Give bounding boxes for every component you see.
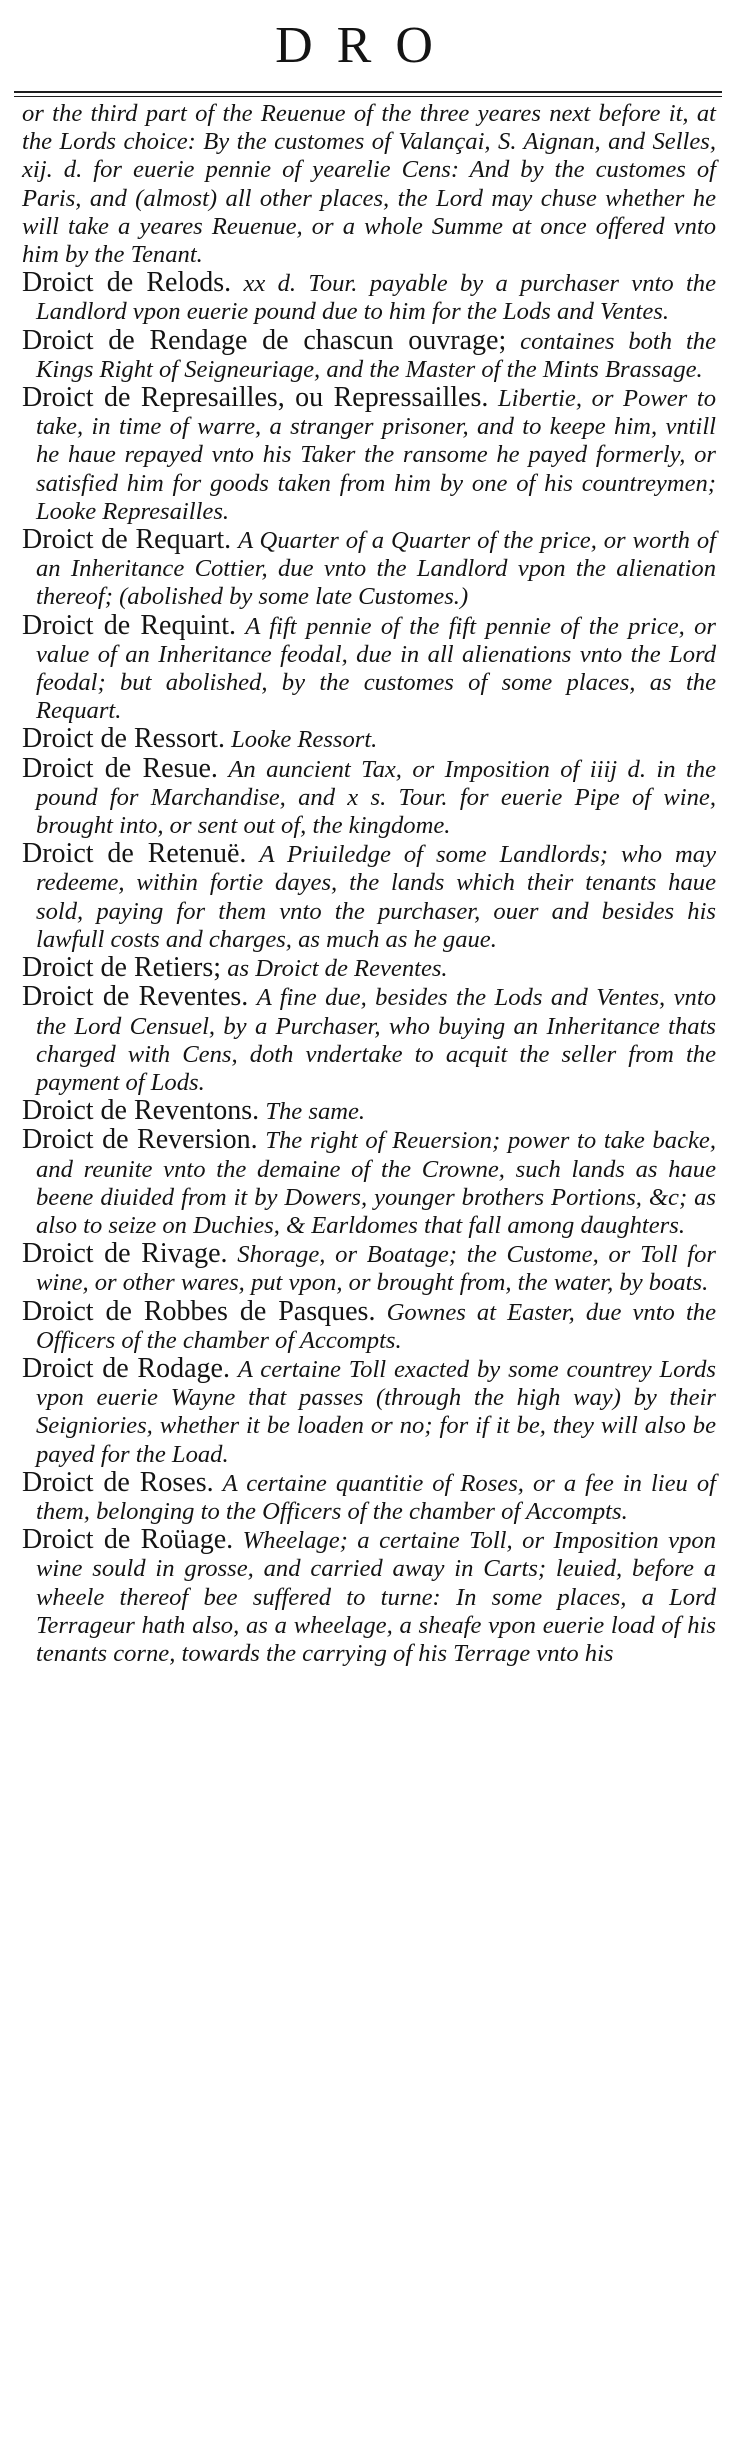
running-head: DRO xyxy=(275,17,457,74)
dictionary-entry xyxy=(22,526,716,612)
dictionary-entry xyxy=(22,1126,716,1240)
dictionary-entry xyxy=(22,1352,716,1469)
dictionary-column xyxy=(22,100,716,1668)
dictionary-entry xyxy=(22,983,716,1097)
dictionary-entry xyxy=(22,725,716,754)
dictionary-entry xyxy=(22,1466,717,1526)
entry-headword: Droict de Rodage. xyxy=(22,1352,230,1384)
entry-definition: A certaine quantitie of Roses, or a fee in lieu of them, belonging to the Officers of the chamber of Accompts. xyxy=(36,1469,717,1525)
entry-definition: Libertie, or Power to take, in time of warre, a stranger prisoner, and to keepe him, vntill he haue repayed vnto his Taker the ransome he payed formerly, or satisfied him for goods taken from him by one of his countreymen; Looke Represailles. xyxy=(36,385,716,525)
entry-definition: A fine due, besides the Lods and Ventes, vnto the Lord Censuel, by a Purchaser, who buying an Inheritance thats charged with Cens, doth vndertake to acquit the seller from the payment of Lods. xyxy=(36,984,716,1096)
entry-headword: Droict de Retiers; xyxy=(22,952,222,984)
entry-definition: A Quarter of a Quarter of the price, or worth of an Inheritance Cottier, due vnto the Landlord vpon the alienation thereof; (abolished by some late Customes.) xyxy=(36,527,716,611)
header-rule xyxy=(14,91,722,93)
continued-entry-text: or the third part of the Reuenue of the three yeares next before it, at the Lords choice: By the customes of Valançai, S. Aignan, and Selles, xij. d. for euerie pennie of yearelie Cens: And by the customes of Paris, and (almost) all other places, the Lord may chuse whether he will take a yeares Reuenue, or a whole Summe at once offered vnto him by the Tenant. xyxy=(22,100,716,269)
continued-entry xyxy=(22,100,716,269)
entry-list xyxy=(22,269,716,1668)
dictionary-entry xyxy=(22,384,716,526)
entry-definition: Shorage, or Boatage; the Custome, or Toll for wine, or other wares, put vpon, or brought from, the water, by boats. xyxy=(36,1241,716,1297)
entry-headword: Droict de Rivage. xyxy=(22,1238,228,1270)
entry-definition: A Priuiledge of some Landlords; who may redeeme, within fortie dayes, the lands which their tenants haue sold, paying for them vnto the purchaser, ouer and besides his lawfull costs and charges, as much as he gaue. xyxy=(36,841,716,953)
dictionary-entry xyxy=(22,752,717,841)
entry-definition: Gownes at Easter, due vnto the Officers of the chamber of Accompts. xyxy=(36,1298,716,1354)
entry-headword: Droict de Reversion. xyxy=(22,1124,258,1156)
entry-definition: The right of Reuersion; power to take backe, and reunite vnto the demaine of the Crowne, such lands as haue beene diuided from it by Dowers, younger brothers Portions, &c; as also to seize on Duchies, & Earldomes that fall among daughters. xyxy=(36,1127,716,1239)
dictionary-entry xyxy=(22,1295,716,1355)
entry-headword: Droict de Requint. xyxy=(22,609,237,641)
entry-headword: Droict de Rendage de chascun ouvrage; xyxy=(22,324,507,356)
entry-definition: xx d. Tour. payable by a purchaser vnto the Landlord vpon euerie pound due to him for the Lods and Ventes. xyxy=(36,270,716,326)
entry-definition: as Droict de Reventes. xyxy=(227,955,448,983)
entry-headword: Droict de Relods. xyxy=(22,267,232,299)
entry-definition: A fift pennie of the fift pennie of the price, or value of an Inheritance feodal, due in all alienations vnto the Lord feodal; but abolished, by the customes of some places, as the Requart. xyxy=(36,612,716,725)
dictionary-entry xyxy=(22,269,716,326)
entry-definition: The same. xyxy=(265,1098,366,1126)
entry-headword: Droict de Retenuë. xyxy=(22,838,247,870)
entry-headword: Droict de Robbes de Pasques. xyxy=(22,1295,376,1327)
entry-headword: Droict de Reventons. xyxy=(22,1095,260,1127)
entry-definition: Looke Ressort. xyxy=(231,726,378,754)
header-rule-thin xyxy=(14,96,722,97)
entry-headword: Droict de Represailles, ou Repressailles. xyxy=(22,382,489,414)
dictionary-entry xyxy=(22,1526,716,1668)
entry-headword: Droict de Ressort. xyxy=(22,723,225,755)
dictionary-entry xyxy=(22,840,716,954)
dictionary-entry xyxy=(22,609,716,726)
entry-definition: containes both the Kings Right of Seigneuriage, and the Master of the Mints Brassage. xyxy=(36,327,717,383)
entry-definition: Wheelage; a certaine Toll, or Imposition vpon wine sould in grosse, and carried away in Carts; leuied, before a wheele thereof bee suffered to turne: In some places, a Lord Terrageur hath also, as a wheelage, a sheafe vpon euerie load of his tenants corne, towards the carrying of his Terrage vnto his xyxy=(36,1527,716,1667)
dictionary-entry xyxy=(22,1240,716,1297)
dictionary-entry xyxy=(22,1097,716,1126)
entry-definition: An auncient Tax, or Imposition of iiij d. in the pound for Marchandise, and x s. Tour. for euerie Pipe of wine, brought into, or sent out of, the kingdome. xyxy=(36,755,717,840)
entry-definition: A certaine Toll exacted by some countrey Lords vpon euerie Wayne that passes (through the high way) by their Seigniories, whether it be loaden or no; for if it be, they will also be payed for the Load. xyxy=(36,1355,716,1468)
entry-headword: Droict de Roses. xyxy=(22,1466,214,1498)
dictionary-entry xyxy=(22,954,716,983)
dictionary-entry xyxy=(22,324,717,384)
entry-headword: Droict de Reventes. xyxy=(22,981,249,1013)
entry-headword: Droict de Resue. xyxy=(22,752,218,784)
entry-headword: Droict de Requart. xyxy=(22,524,232,556)
entry-headword: Droict de Roüage. xyxy=(22,1524,234,1556)
